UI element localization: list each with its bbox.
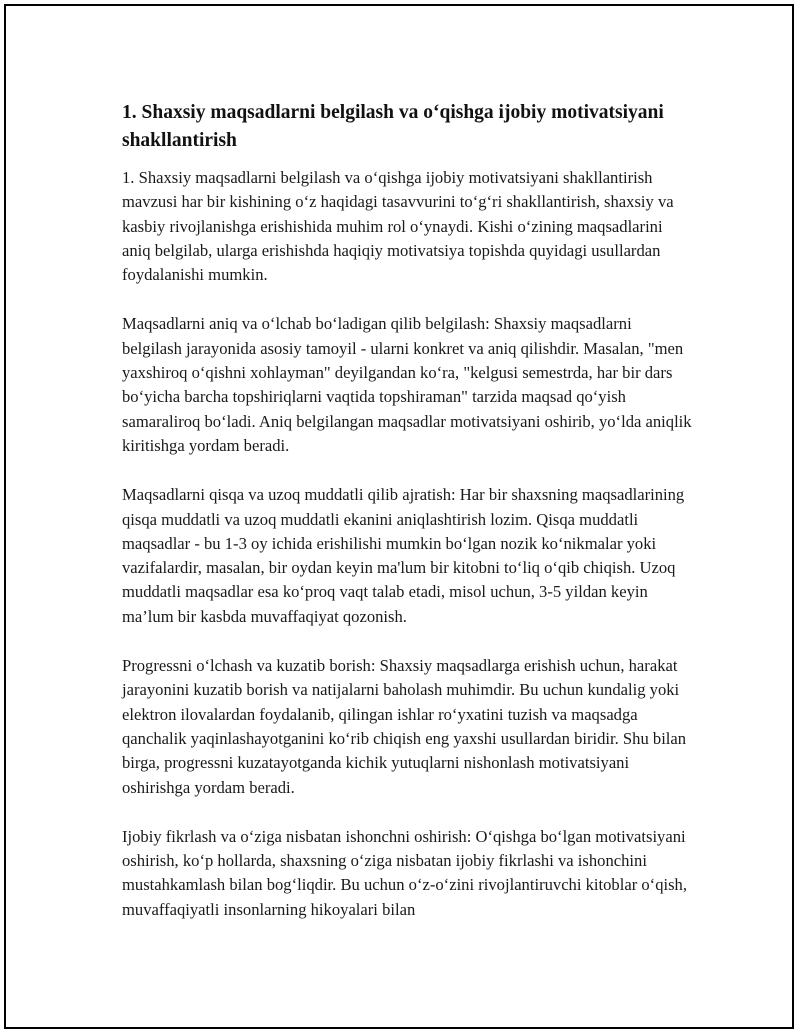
paragraph-progress-tracking: Progressni o‘lchash va kuzatib borish: Shaxsiy maqsadlarga erishish uchun, harakat jarayonini kuzatib borish va natijalarni baholash muhimdir. Bu uchun kundalig yoki elektron ilovalardan foydalanib, qilingan ishlar ro‘yxatini tuzish va maqsadga qanchalik yaqinlashayotganini ko‘rib chiqish eng yaxshi usullardan biridir. Shu bilan birga, progressni kuzatayotganda kichik yutuqlarni nishonlash motivatsiyani oshirishga yordam beradi. <box>122 656 687 797</box>
paragraph-intro: 1. Shaxsiy maqsadlarni belgilash va o‘qishga ijobiy motivatsiyani shakllantirish mavzusi har bir kishining o‘z haqidagi tasavvurini to‘g‘ri shakllantirish, shaxsiy va kasbiy rivojlanishga erishishida muhim rol o‘ynaydi. Kishi o‘zining maqsadlarini aniq belgilab, ularga erishishda haqiqiy motivatsiya topishda quyidagi usullardan foydalanishi mumkin. <box>122 168 674 285</box>
paragraph-positive-thinking: Ijobiy fikrlash va o‘ziga nisbatan ishonchni oshirish: O‘qishga bo‘lgan motivatsiyani oshirish, ko‘p hollarda, shaxsning o‘ziga nisbatan ijobiy fikrlashi va ishonchini mustahkamlash bilan bog‘liqdir. Bu uchun o‘z-o‘zini rivojlantiruvchi kitoblar o‘qish, muvaffaqiyatli insonlarning hikoyalari bilan <box>122 826 688 919</box>
document-title: 1. Shaxsiy maqsadlarni belgilash va o‘qishga ijobiy motivatsiyani shakllantirish <box>122 102 664 151</box>
paragraph-short-long-goals: Maqsadlarni qisqa va uzoq muddatli qilib ajratish: Har bir shaxsning maqsadlarining qisqa muddatli va uzoq muddatli ekanini aniqlashtirish lozim. Qisqa muddatli maqsadlar - bu 1-3 oy ichida erishilishi mumkin bo‘lgan nozik ko‘nikmalar yoki vazifalardir, masalan, bir oydan keyin ma'lum bir kitobni to‘liq o‘qib chiqish. Uzoq muddatli maqsadlar esa ko‘proq vaqt talab etadi, misol uchun, 3-5 yildan keyin ma’lum bir kasbda muvaffaqiyat qozonish. <box>122 485 685 626</box>
document-body <box>122 99 694 947</box>
paragraph-clear-goals: Maqsadlarni aniq va o‘lchab bo‘ladigan qilib belgilash: Shaxsiy maqsadlarni belgilash jarayonida asosiy tamoyil - ularni konkret va aniq qilishdir. Masalan, "men yaxshiroq o‘qishni xohlayman" deyilgandan ko‘ra, "kelgusi semestrda, har bir dars bo‘yicha barcha topshiriqlarni vaqtida topshiraman" tarzida maqsad qo‘yish samaraliroq bo‘ladi. Aniq belgilangan maqsadlar motivatsiyani oshirib, yo‘lda aniqlik kiritishga yordam beradi. <box>122 314 692 455</box>
document-page <box>4 4 794 1029</box>
